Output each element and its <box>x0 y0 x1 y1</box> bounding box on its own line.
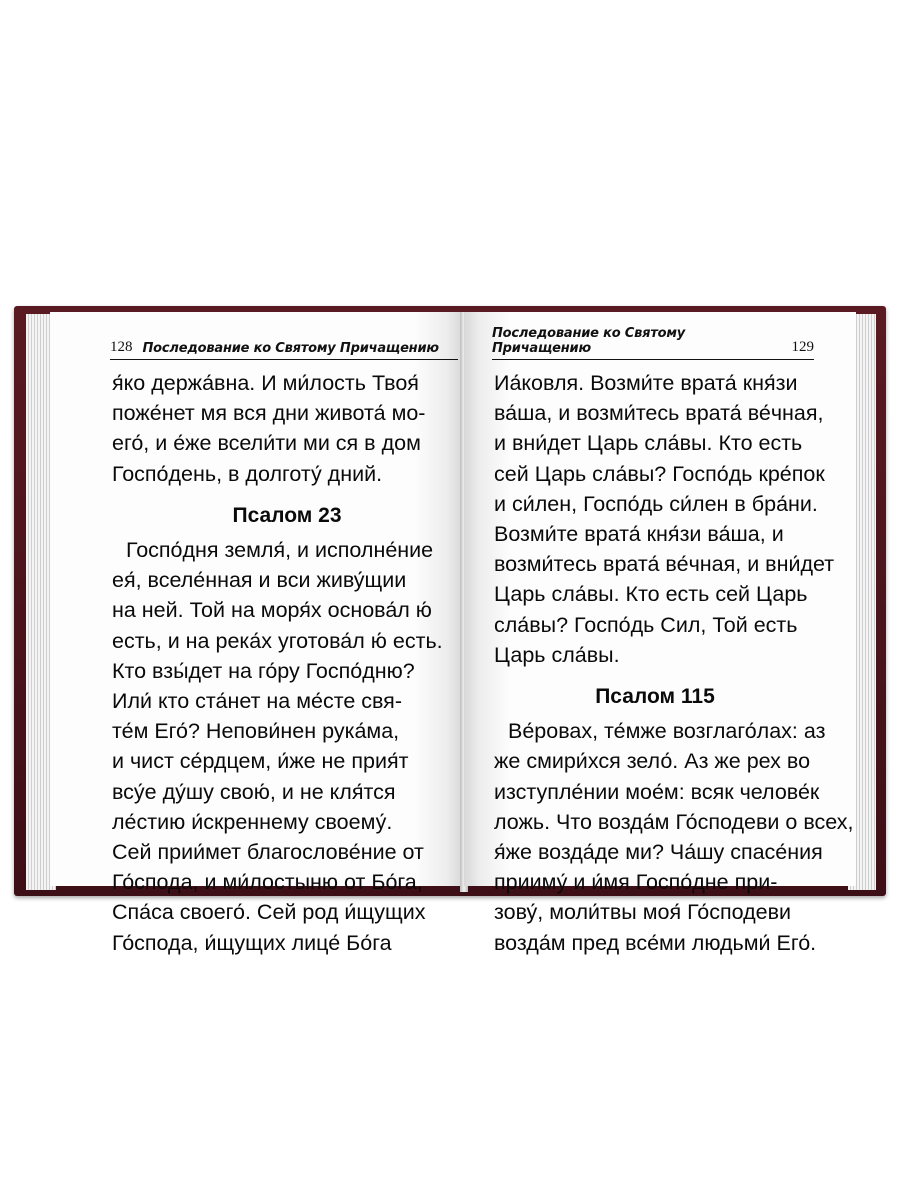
text-line: Спа́са своего́. Сей род и́щущих <box>112 900 426 925</box>
text-line: и си́лен, Госпо́дь си́лен в бра́ни. <box>494 491 818 516</box>
text-line: зову́, моли́твы моя́ Го́сподеви <box>494 900 792 925</box>
text-line: и вни́дет Царь сла́вы. Кто есть <box>494 431 803 456</box>
text-line: Царь сла́вы. <box>494 642 620 667</box>
text-line: Иа́ковля. Возми́те врата́ кня́зи <box>494 371 798 395</box>
text-line: Ве́ровах, те́мже возглаго́лах: аз <box>508 719 826 744</box>
text-line: те́м Его́? Непови́нен рука́ма, <box>112 719 400 744</box>
text-line: Го́спода, и ми́лостыню от Бо́га, <box>112 870 423 895</box>
psalm-heading: Псалом 23 <box>232 503 342 527</box>
text-line: изступле́нии мое́м: всяк челове́к <box>494 779 820 804</box>
open-book <box>14 306 886 955</box>
text-line: Госпо́день, в долготу́ дний. <box>112 461 383 486</box>
text-line: Госпо́дня земля́, и исполне́ние <box>126 538 434 563</box>
text-line: возда́м пред все́ми людьми́ Его́. <box>494 930 817 955</box>
text-line: я́ко держа́вна. И ми́лость Твоя́ <box>112 371 419 395</box>
text-line: Царь сла́вы. Кто есть сей Царь <box>494 582 808 607</box>
left-page-text <box>112 368 462 958</box>
text-line: всу́е ду́шу свою́, и не кля́тся <box>112 779 396 804</box>
text-line: возми́тесь врата́ ве́чная, и вни́дет <box>494 552 835 577</box>
text-line: же смири́хся зело́. Аз же рех во <box>494 749 811 774</box>
text-line: Или́ кто ста́нет на ме́сте свя- <box>112 689 402 714</box>
text-line: прииму́ и и́мя Госпо́дне при- <box>494 870 778 895</box>
text-line: Го́спода, и́щущих лице́ Бо́га <box>112 930 392 955</box>
text-line: и чист се́рдцем, и́же не прия́т <box>112 749 409 774</box>
text-line: его́, и е́же всели́ти ми ся в дом <box>112 431 421 456</box>
text-line: Кто взы́дет на го́ру Госпо́дню? <box>112 658 415 683</box>
text-line: есть, и на река́х уготова́л ю́ есть. <box>112 628 443 653</box>
text-line: Сей прии́мет благослове́ние от <box>112 840 424 865</box>
text-line: ле́стию и́скреннему своему́. <box>112 809 393 834</box>
text-line: сей Царь сла́вы? Госпо́дь кре́пок <box>494 461 825 486</box>
text-line: поже́нет мя вся дни живота́ мо- <box>112 401 426 426</box>
text-line: ва́ша, и возми́тесь врата́ ве́чная, <box>494 401 824 426</box>
text-line: на ней. Той на моря́х основа́л ю́ <box>112 598 432 623</box>
right-running-head <box>492 326 814 360</box>
psalm-heading: Псалом 115 <box>595 685 715 709</box>
right-page-number: 129 <box>791 339 814 355</box>
left-page-number: 128 <box>110 339 133 355</box>
text-line: я́же возда́де ми? Ча́шу спасе́ния <box>494 840 823 865</box>
text-line: ея́, вселе́нная и вси живу́щии <box>112 568 407 593</box>
right-running-title: Последование ко Святому Причащению <box>492 326 686 356</box>
text-line: Возми́те врата́ кня́зи ва́ша, и <box>494 522 784 547</box>
left-page <box>50 312 464 955</box>
right-page <box>464 312 856 955</box>
text-line: ложь. Что возда́м Го́сподеви о всех, <box>494 809 854 834</box>
text-line: сла́вы? Госпо́дь Сил, Той есть <box>494 612 798 637</box>
left-running-head <box>110 334 458 360</box>
right-page-text <box>494 368 854 958</box>
left-running-title: Последование ко Святому Причащению <box>142 341 439 356</box>
